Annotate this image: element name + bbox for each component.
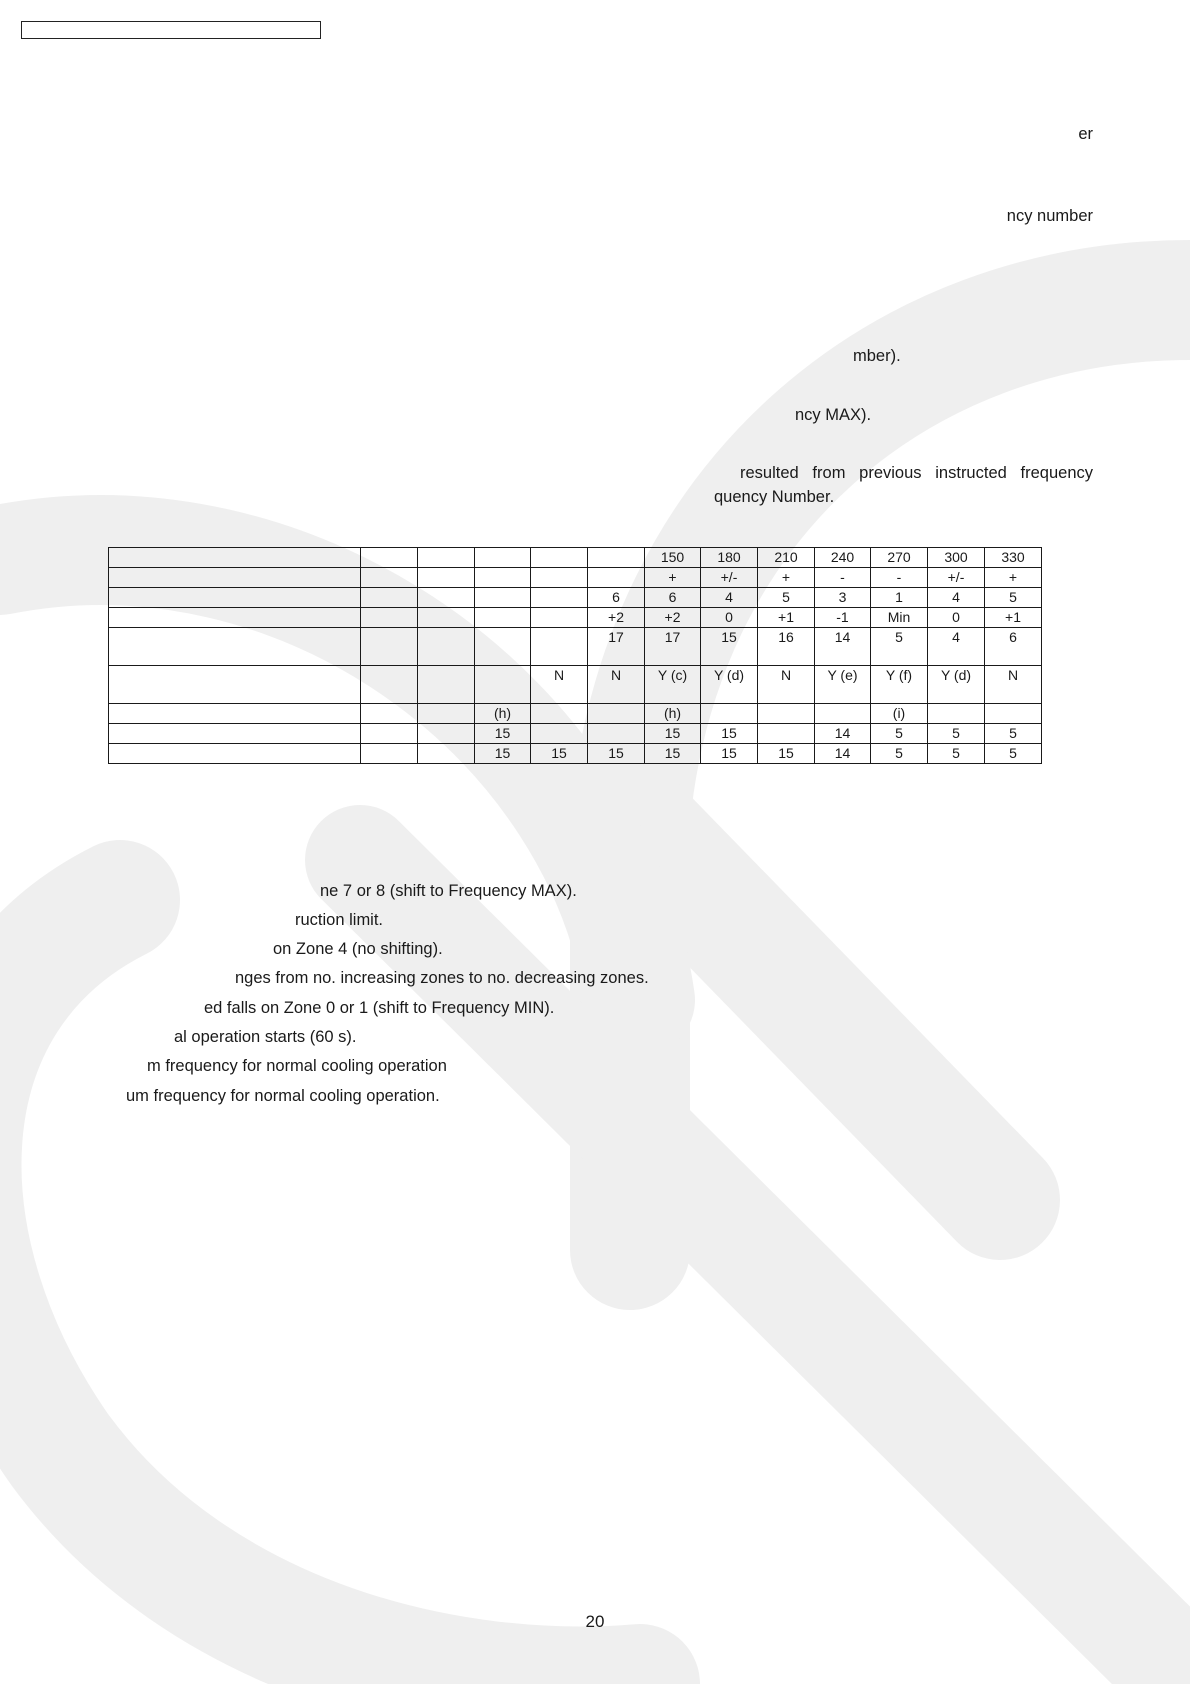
table-cell: 5	[985, 724, 1042, 744]
table-cell	[418, 724, 475, 744]
text-fragment-resulted: resulted from previous instructed frequency	[740, 464, 1093, 482]
table-cell: 270	[871, 548, 928, 568]
table-cell: 15	[701, 628, 758, 666]
table-cell: 5	[985, 588, 1042, 608]
table-row	[109, 548, 1042, 568]
note-instruction-limit: ruction limit.	[295, 911, 384, 929]
text-fragment-er: er	[1078, 125, 1093, 143]
table-cell: 14	[815, 628, 871, 666]
table-cell: 16	[758, 628, 815, 666]
table-cell: +2	[588, 608, 645, 628]
table-cell: 5	[985, 744, 1042, 764]
table-cell: 4	[928, 628, 985, 666]
table-cell: (h)	[475, 704, 531, 724]
table-cell: +1	[985, 608, 1042, 628]
table-cell: 240	[815, 548, 871, 568]
table-cell	[418, 628, 475, 666]
table-cell	[109, 744, 361, 764]
table-cell	[475, 608, 531, 628]
table-cell	[361, 744, 418, 764]
table-cell	[588, 704, 645, 724]
table-cell	[361, 666, 418, 704]
table-cell: 15	[701, 724, 758, 744]
table-cell	[361, 588, 418, 608]
table-cell: 4	[928, 588, 985, 608]
table-cell	[758, 704, 815, 724]
table-cell	[361, 548, 418, 568]
table-cell: 180	[701, 548, 758, 568]
table-cell	[418, 548, 475, 568]
table-row	[109, 724, 1042, 744]
table-cell: -	[871, 568, 928, 588]
table-cell: +	[645, 568, 701, 588]
table-cell: 15	[531, 744, 588, 764]
table-cell: 15	[645, 724, 701, 744]
table-cell: 15	[701, 744, 758, 764]
table-cell: Y (d)	[928, 666, 985, 704]
table-cell: 14	[815, 744, 871, 764]
table-cell	[109, 724, 361, 744]
table-cell	[588, 568, 645, 588]
table-cell	[418, 588, 475, 608]
note-shift-min: ed falls on Zone 0 or 1 (shift to Frequency MIN).	[204, 999, 555, 1017]
text-fragment-quency-number: quency Number.	[714, 488, 835, 506]
table-cell	[361, 608, 418, 628]
text-fragment-ncy-max: ncy MAX).	[795, 406, 872, 424]
frequency-table	[108, 547, 1042, 764]
table-cell	[531, 608, 588, 628]
table-cell	[418, 608, 475, 628]
table-cell: Min	[871, 608, 928, 628]
table-cell	[531, 568, 588, 588]
table-cell	[109, 704, 361, 724]
table-cell: 15	[758, 744, 815, 764]
text-fragment-ncy-number: ncy number	[1006, 207, 1093, 225]
table-cell	[928, 704, 985, 724]
table-cell	[588, 724, 645, 744]
table-cell: Y (d)	[701, 666, 758, 704]
table-cell: -1	[815, 608, 871, 628]
table-cell: 5	[871, 724, 928, 744]
table-cell: Y (c)	[645, 666, 701, 704]
table-cell: N	[758, 666, 815, 704]
table-cell: 300	[928, 548, 985, 568]
table-cell	[109, 608, 361, 628]
table-cell: 17	[588, 628, 645, 666]
table-cell: +	[758, 568, 815, 588]
table-cell: 5	[928, 744, 985, 764]
table-cell	[109, 666, 361, 704]
table-cell	[531, 704, 588, 724]
table-cell: (h)	[645, 704, 701, 724]
table-cell: +/-	[928, 568, 985, 588]
table-cell	[361, 568, 418, 588]
table-cell: 4	[701, 588, 758, 608]
table-cell	[475, 588, 531, 608]
table-cell: (i)	[871, 704, 928, 724]
table-cell	[109, 628, 361, 666]
table-cell: 1	[871, 588, 928, 608]
table-cell: 150	[645, 548, 701, 568]
note-operation-starts: al operation starts (60 s).	[174, 1028, 357, 1046]
table-cell	[475, 666, 531, 704]
table-cell: N	[588, 666, 645, 704]
table-cell	[475, 548, 531, 568]
table-cell	[418, 666, 475, 704]
table-cell	[985, 704, 1042, 724]
table-cell	[701, 704, 758, 724]
table-row	[109, 744, 1042, 764]
note-zone-change: nges from no. increasing zones to no. decreasing zones.	[235, 969, 649, 987]
table-cell: 15	[475, 724, 531, 744]
table-cell: 14	[815, 724, 871, 744]
table-cell: N	[985, 666, 1042, 704]
note-min-frequency: um frequency for normal cooling operation.	[126, 1087, 440, 1105]
table-cell: -	[815, 568, 871, 588]
table-cell: 330	[985, 548, 1042, 568]
table-cell: 0	[928, 608, 985, 628]
table-cell: 6	[588, 588, 645, 608]
table-cell	[475, 568, 531, 588]
table-cell: 6	[985, 628, 1042, 666]
table-cell	[531, 548, 588, 568]
table-row	[109, 568, 1042, 588]
table-cell: 15	[645, 744, 701, 764]
table-cell	[109, 568, 361, 588]
table-cell: 3	[815, 588, 871, 608]
table-row	[109, 588, 1042, 608]
table-cell: 15	[475, 744, 531, 764]
table-row	[109, 608, 1042, 628]
table-cell	[531, 628, 588, 666]
table-cell	[588, 548, 645, 568]
table-cell: 210	[758, 548, 815, 568]
table-cell: +	[985, 568, 1042, 588]
table-cell: 5	[871, 628, 928, 666]
table-row	[109, 666, 1042, 704]
table-cell	[418, 568, 475, 588]
table-row	[109, 704, 1042, 724]
page-number: 20	[585, 1612, 605, 1631]
table-cell	[361, 724, 418, 744]
table-cell	[475, 628, 531, 666]
table-cell	[109, 588, 361, 608]
table-cell: Y (e)	[815, 666, 871, 704]
table-row	[109, 628, 1042, 666]
header-title-box	[21, 21, 321, 39]
table-cell: 5	[871, 744, 928, 764]
table-cell: 5	[758, 588, 815, 608]
table-cell	[361, 704, 418, 724]
table-cell: 0	[701, 608, 758, 628]
text-fragment-mber: mber).	[853, 347, 901, 365]
table-cell: 5	[928, 724, 985, 744]
table-cell: +1	[758, 608, 815, 628]
table-cell	[758, 724, 815, 744]
table-cell: +/-	[701, 568, 758, 588]
table-cell: 15	[588, 744, 645, 764]
table-cell	[109, 548, 361, 568]
table-cell: 17	[645, 628, 701, 666]
table-cell	[531, 724, 588, 744]
table-cell: Y (f)	[871, 666, 928, 704]
note-shift-max: ne 7 or 8 (shift to Frequency MAX).	[320, 882, 577, 900]
table-cell: 6	[645, 588, 701, 608]
table-cell	[531, 588, 588, 608]
table-cell	[418, 744, 475, 764]
note-zone-4: on Zone 4 (no shifting).	[273, 940, 443, 958]
table-cell: +2	[645, 608, 701, 628]
note-max-frequency: m frequency for normal cooling operation	[147, 1057, 447, 1075]
table-cell: N	[531, 666, 588, 704]
table-cell	[361, 628, 418, 666]
table-cell	[418, 704, 475, 724]
table-cell	[815, 704, 871, 724]
